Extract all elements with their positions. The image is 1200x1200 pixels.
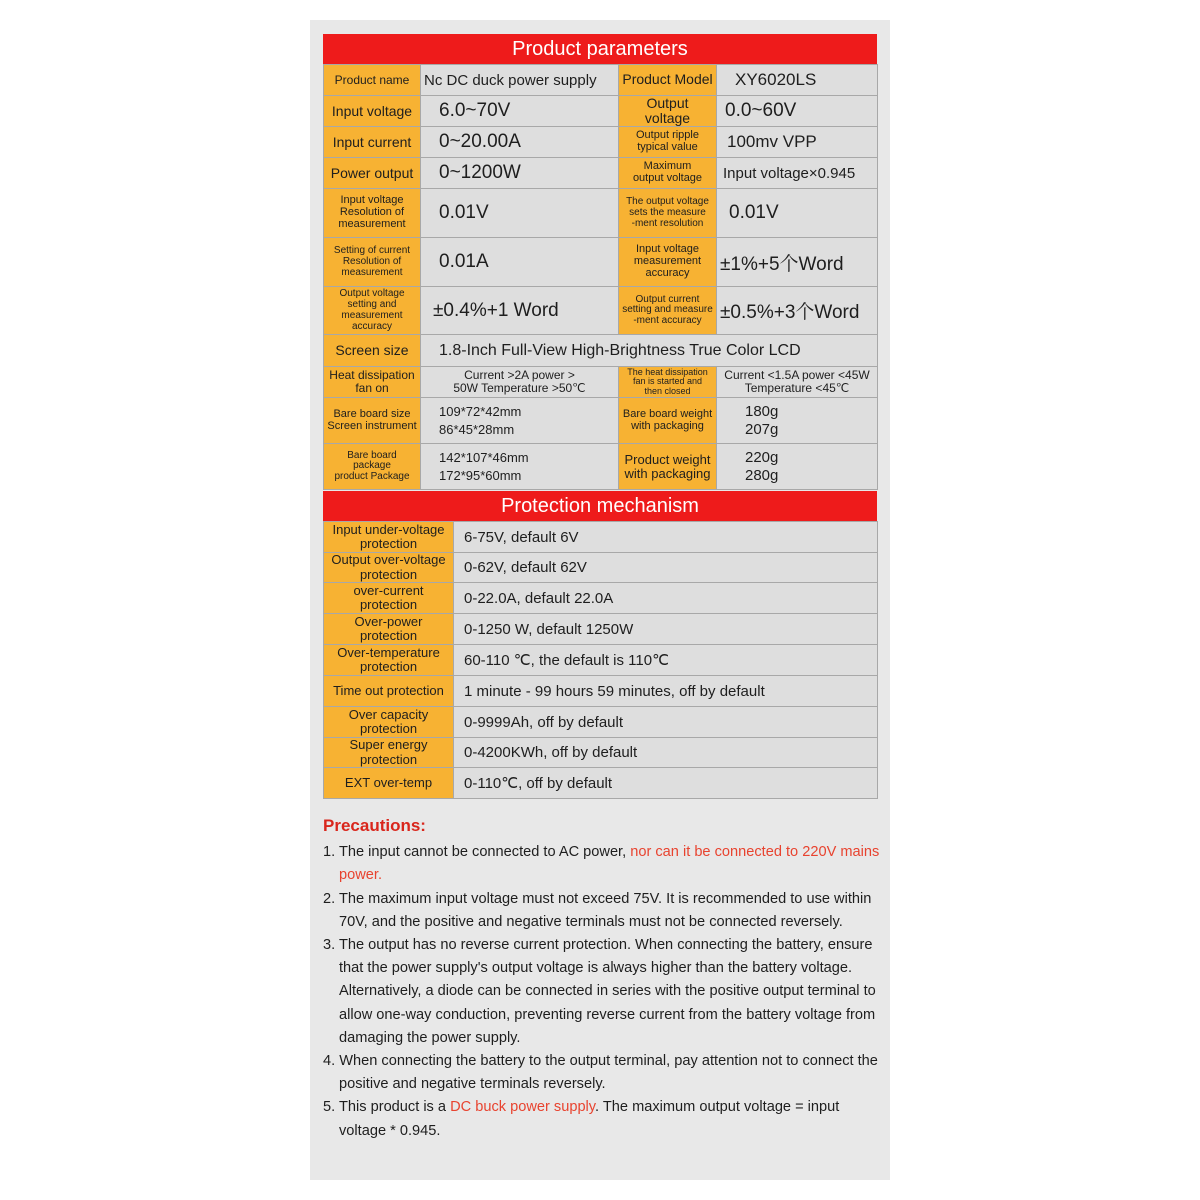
input-voltage-resolution-value: 0.01V — [421, 189, 619, 238]
protection-label: Super energy protection — [324, 738, 454, 768]
table-row — [324, 189, 878, 238]
precaution-item: 5. This product is a DC buck power supply. The maximum output voltage = input voltage * 0.945. — [323, 1099, 840, 1139]
fan-on-value: Current >2A power > 50W Temperature >50℃ — [421, 367, 619, 398]
protection-value: 0-9999Ah, off by default — [454, 707, 878, 738]
precaution-highlight: nor can it be connected to 220V mains power. — [339, 844, 880, 884]
protection-value: 0-4200KWh, off by default — [454, 738, 878, 768]
input-voltage-accuracy-label: Input voltage measurement accuracy — [619, 238, 717, 287]
table-row — [324, 614, 878, 645]
protection-value: 0-22.0A, default 22.0A — [454, 583, 878, 614]
output-voltage-resolution-label: The output voltage sets the measure -ment resolution — [619, 189, 717, 238]
precaution-item: 3. The output has no reverse current protection. When connecting the battery, ensure that the power supply's output voltage is always higher than the battery voltage. Alternatively, a diode can be connected in series with the positive output terminal to allow one-way conduction, preventing reverse current from the battery voltage from damaging the power supply. — [323, 937, 876, 1046]
output-voltage-accuracy-label: Output voltage setting and measurement accuracy — [324, 287, 421, 335]
table-row — [324, 444, 878, 490]
board-size-label: Bare board size Screen instrument — [324, 398, 421, 444]
input-current-value: 0~20.00A — [421, 127, 619, 158]
protection-value: 1 minute - 99 hours 59 minutes, off by default — [454, 676, 878, 707]
protection-label: EXT over-temp — [324, 768, 454, 799]
protection-value: 0-62V, default 62V — [454, 553, 878, 583]
precaution-item: 4. When connecting the battery to the output terminal, pay attention not to connect the positive and negative terminals reversely. — [323, 1053, 878, 1093]
input-current-label: Input current — [324, 127, 421, 158]
precautions-section — [323, 814, 888, 1143]
table-row — [324, 738, 878, 768]
protection-mechanism-header: Protection mechanism — [323, 491, 877, 521]
product-weight-value: 220g 280g — [717, 444, 878, 490]
protection-label: Output over-voltage protection — [324, 553, 454, 583]
precautions-title: Precautions: — [323, 816, 426, 835]
table-row — [324, 127, 878, 158]
product-parameters-header: Product parameters — [323, 34, 877, 64]
output-current-accuracy-label: Output current setting and measure -ment accuracy — [619, 287, 717, 335]
output-voltage-value: 0.0~60V — [717, 96, 878, 127]
product-model-value: XY6020LS — [717, 65, 878, 96]
screen-size-value: 1.8-Inch Full-View High-Brightness True Color LCD — [421, 335, 878, 367]
output-voltage-label: Output voltage — [619, 96, 717, 127]
protection-value: 60-110 ℃, the default is 110℃ — [454, 645, 878, 676]
protection-label: over-current protection — [324, 583, 454, 614]
output-ripple-label: Output ripple typical value — [619, 127, 717, 158]
table-row — [324, 398, 878, 444]
table-row — [324, 287, 878, 335]
output-current-accuracy-value: ±0.5%+3个Word — [717, 287, 878, 335]
input-voltage-value: 6.0~70V — [421, 96, 619, 127]
precaution-item: 1. The input cannot be connected to AC power, nor can it be connected to 220V mains power. — [323, 844, 880, 884]
protection-value: 6-75V, default 6V — [454, 522, 878, 553]
product-model-label: Product Model — [619, 65, 717, 96]
table-row — [324, 676, 878, 707]
fan-off-label: The heat dissipation fan is started and then closed — [619, 367, 717, 398]
table-row — [324, 65, 878, 96]
output-voltage-resolution-value: 0.01V — [717, 189, 878, 238]
package-value: 142*107*46mm 172*95*60mm — [421, 444, 619, 490]
table-row — [324, 583, 878, 614]
product-parameters-table — [323, 64, 878, 490]
table-row — [324, 96, 878, 127]
product-name-label: Product name — [324, 65, 421, 96]
current-resolution-label: Setting of current Resolution of measurement — [324, 238, 421, 287]
protection-value: 0-110℃, off by default — [454, 768, 878, 799]
protection-label: Over-temperature protection — [324, 645, 454, 676]
product-weight-label: Product weight with packaging — [619, 444, 717, 490]
fan-off-value: Current <1.5A power <45W Temperature <45℃ — [717, 367, 878, 398]
protection-label: Over-power protection — [324, 614, 454, 645]
power-output-label: Power output — [324, 158, 421, 189]
product-name-value: Nc DC duck power supply — [421, 65, 619, 96]
package-label: Bare board package product Package — [324, 444, 421, 490]
power-output-value: 0~1200W — [421, 158, 619, 189]
output-ripple-value: 100mv VPP — [717, 127, 878, 158]
table-row — [324, 768, 878, 799]
protection-table — [323, 521, 878, 799]
current-resolution-value: 0.01A — [421, 238, 619, 287]
board-weight-value: 180g 207g — [717, 398, 878, 444]
table-row — [324, 553, 878, 583]
precaution-item: 2. The maximum input voltage must not exceed 75V. It is recommended to use within 70V, and the positive and negative terminals must not be connected reversely. — [323, 890, 872, 930]
precaution-highlight: DC buck power supply — [450, 1099, 596, 1116]
table-row — [324, 367, 878, 398]
input-voltage-accuracy-value: ±1%+5个Word — [717, 238, 878, 287]
table-row — [324, 238, 878, 287]
screen-size-label: Screen size — [324, 335, 421, 367]
protection-label: Time out protection — [324, 676, 454, 707]
board-size-value: 109*72*42mm 86*45*28mm — [421, 398, 619, 444]
table-row — [324, 158, 878, 189]
output-voltage-accuracy-value: ±0.4%+1 Word — [421, 287, 619, 335]
table-row — [324, 335, 878, 367]
protection-label: Over capacity protection — [324, 707, 454, 738]
protection-value: 0-1250 W, default 1250W — [454, 614, 878, 645]
max-output-voltage-label: Maximum output voltage — [619, 158, 717, 189]
table-row — [324, 707, 878, 738]
table-row — [324, 645, 878, 676]
board-weight-label: Bare board weight with packaging — [619, 398, 717, 444]
fan-on-label: Heat dissipation fan on — [324, 367, 421, 398]
max-output-voltage-value: Input voltage×0.945 — [717, 158, 878, 189]
table-row — [324, 522, 878, 553]
precautions-list — [323, 841, 888, 1143]
input-voltage-resolution-label: Input voltage Resolution of measurement — [324, 189, 421, 238]
input-voltage-label: Input voltage — [324, 96, 421, 127]
protection-label: Input under-voltage protection — [324, 522, 454, 553]
